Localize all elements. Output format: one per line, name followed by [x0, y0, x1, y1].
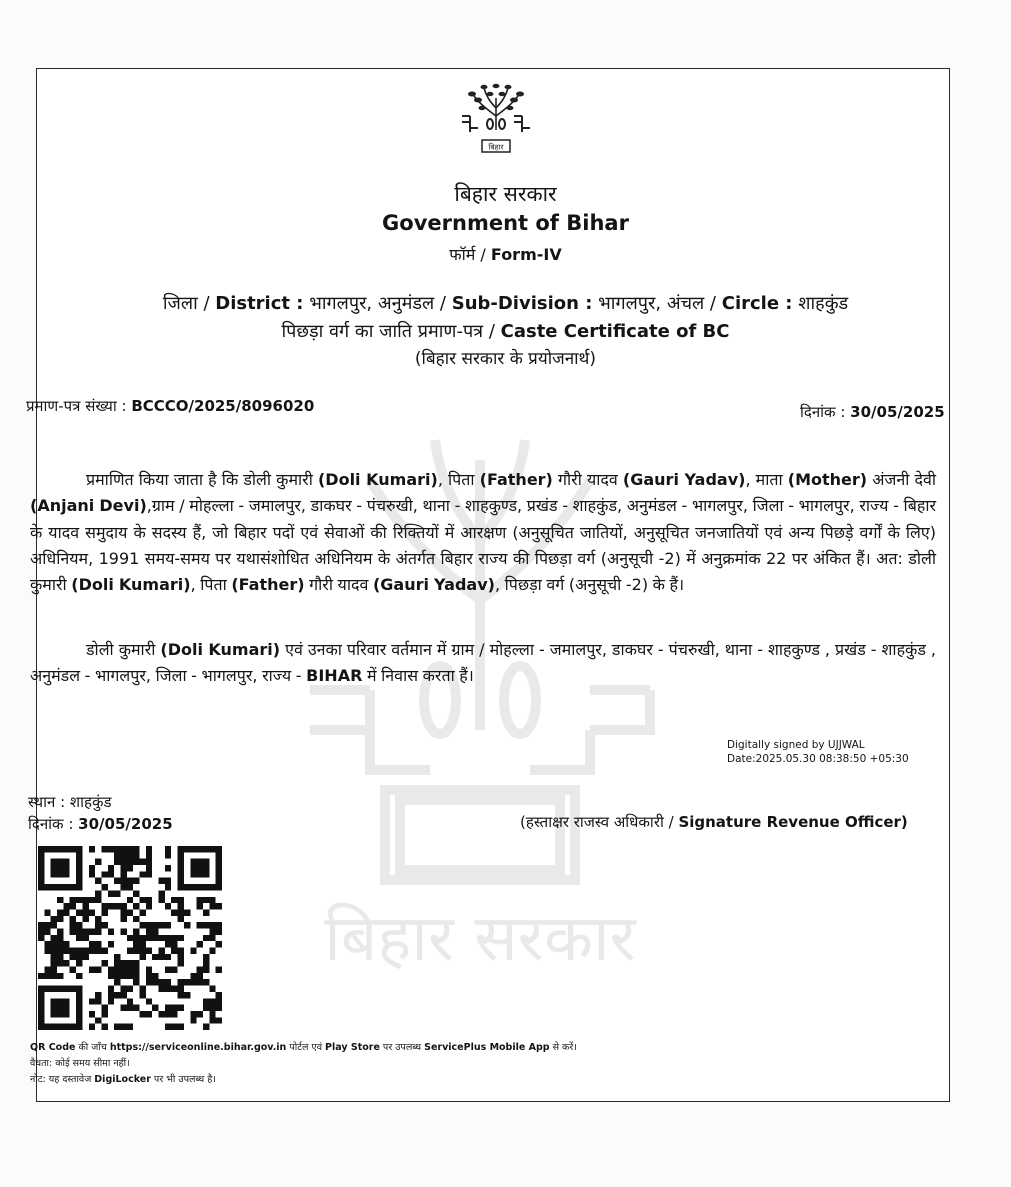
- footer-text: Play Store: [325, 1042, 380, 1053]
- form-line: [0, 243, 1011, 265]
- p1-mother-label: (Mother): [787, 470, 868, 489]
- watermark-text: बिहार सरकार: [324, 902, 636, 976]
- p1-text: , पिता: [190, 575, 232, 595]
- digital-signature-signer: Digitally signed by UJJWAL: [727, 739, 865, 751]
- certificate-paragraph-2: [30, 637, 936, 690]
- district-line: [0, 291, 1011, 315]
- place-date-value: 30/05/2025: [78, 815, 173, 833]
- p2-text: डोली कुमारी: [86, 640, 161, 659]
- certificate-number: [26, 396, 314, 416]
- p2-state-en: BIHAR: [306, 666, 363, 686]
- certificate-purpose: (बिहार सरकार के प्रयोजनार्थ): [414, 349, 597, 369]
- p1-text: , माता: [745, 470, 788, 489]
- form-label-english: Form-IV: [490, 245, 562, 264]
- footer-text: ServicePlus Mobile App: [424, 1042, 550, 1053]
- p1-text: ,ग्राम / मोहल्ला - जमालपुर, डाकघर - पंचरुखी, थाना - शाहकुण्ड, प्रखंड - शाहकुंड, अनुमंडल - भागलपुर, जिला - भागलपुर, राज्य - बिहार के यादव समुदाय के सदस्य हैं, जो बिहार पदों एवं सेवाओं की रिक्तियों में आरक्षण (अनुसूचित जातियों, अनुसूचित जनजातियों एवं अन्य पिछड़े वर्गों के लिए) अधिनियम, 1991 समय-समय पर यथासंशोधित अधिनियम के अंतर्गत बिहार राज्य की पिछड़ा वर्ग (अनुसूची -2) में अनुक्रमांक 22 पर अंकित हैं। अत: डोली कुमारी: [30, 496, 937, 595]
- certificate-title: [0, 319, 1011, 343]
- footer-text: नोट: यह दस्तावेज: [30, 1074, 95, 1085]
- certificate-paragraph-1: [30, 467, 936, 598]
- p1-text: गौरी यादव: [552, 470, 623, 489]
- footer-url: https://serviceonline.bihar.gov.in: [109, 1042, 287, 1053]
- footer-text: DigiLocker: [94, 1074, 151, 1085]
- footer-text: से करें।: [549, 1042, 577, 1053]
- district-value: भागलपुर, अनुमंडल /: [303, 293, 452, 314]
- place-date-line: [28, 813, 173, 835]
- issue-date-value: 30/05/2025: [850, 403, 945, 421]
- digital-signature: [727, 738, 909, 766]
- certificate-number-label: प्रमाण-पत्र संख्या :: [26, 397, 132, 415]
- district-label-hindi: जिला /: [162, 293, 216, 314]
- p1-father-name-en: (Gauri Yadav): [372, 575, 495, 595]
- subdivision-value: भागलपुर, अंचल /: [592, 293, 722, 314]
- circle-label: Circle :: [721, 293, 793, 314]
- certificate-title-english: Caste Certificate of BC: [500, 321, 730, 342]
- p1-text: अंजनी देवी: [867, 470, 937, 489]
- footer-text: QR Code: [30, 1042, 76, 1053]
- p2-text: में निवास करता हैं।: [362, 666, 474, 686]
- issue-date: [800, 402, 945, 422]
- p1-father-label: (Father): [231, 575, 305, 595]
- footer-text: की जाँच: [75, 1042, 110, 1053]
- p1-text: गौरी यादव: [304, 575, 373, 595]
- qr-code: [38, 846, 222, 1030]
- form-label-hindi: फॉर्म /: [449, 245, 491, 264]
- certificate-number-value: BCCCO/2025/8096020: [131, 397, 315, 415]
- place-line: [28, 791, 173, 813]
- footer-notes: [30, 1040, 577, 1088]
- place-value: शाहकुंड: [69, 793, 112, 811]
- header-title-english: Government of Bihar: [382, 211, 629, 235]
- p1-name-en: (Doli Kumari): [317, 470, 438, 489]
- district-label: District :: [215, 293, 304, 314]
- p2-text: एवं उनका परिवार वर्तमान में ग्राम / मोहल्ला - जमालपुर, डाकघर - पंचरुखी, थाना - शाहकुण्ड , प्रखंड - शाहकुंड , अनुमंडल - भागलपुर, जिला - भागलपुर, राज्य -: [30, 640, 936, 686]
- p1-father-label: (Father): [479, 470, 553, 489]
- footer-qr-verify: [30, 1040, 577, 1056]
- certificate-title-hindi: पिछड़ा वर्ग का जाति प्रमाण-पत्र /: [281, 321, 501, 342]
- p1-text: , पिछड़ा वर्ग (अनुसूची -2) के हैं।: [494, 575, 685, 595]
- place-date-label: दिनांक :: [28, 815, 79, 833]
- header-title-hindi: बिहार सरकार: [454, 182, 557, 206]
- digital-signature-date: Date:2025.05.30 08:38:50 +05:30: [727, 753, 909, 765]
- footer-text: पर उपलब्ध: [379, 1042, 425, 1053]
- signature-label-english: Signature Revenue Officer): [678, 813, 908, 831]
- p1-text: , पिता: [437, 470, 480, 489]
- p1-mother-name-en: (Anjani Devi): [30, 496, 147, 516]
- emblem-label: बिहार: [488, 142, 504, 152]
- issue-date-label: दिनांक :: [800, 403, 851, 421]
- p1-father-name-en: (Gauri Yadav): [622, 470, 746, 489]
- signature-line: [520, 812, 908, 832]
- footer-validity: वैधता: कोई समय सीमा नहीं।: [30, 1058, 130, 1069]
- bihar-emblem: [454, 82, 538, 156]
- footer-text: पर भी उपलब्ध है।: [150, 1074, 216, 1085]
- p1-name-en: (Doli Kumari): [71, 575, 191, 595]
- signature-label-hindi: (हस्ताक्षर राजस्व अधिकारी /: [520, 813, 679, 831]
- p1-text: प्रमाणित किया जाता है कि डोली कुमारी: [86, 470, 318, 489]
- subdivision-label: Sub-Division :: [451, 293, 593, 314]
- p2-name-en: (Doli Kumari): [160, 640, 281, 659]
- place-and-date: [28, 791, 173, 835]
- footer-note: [30, 1072, 577, 1088]
- footer-text: पोर्टल एवं: [286, 1042, 326, 1053]
- place-label: स्थान :: [28, 793, 70, 811]
- circle-value: शाहकुंड: [792, 293, 849, 314]
